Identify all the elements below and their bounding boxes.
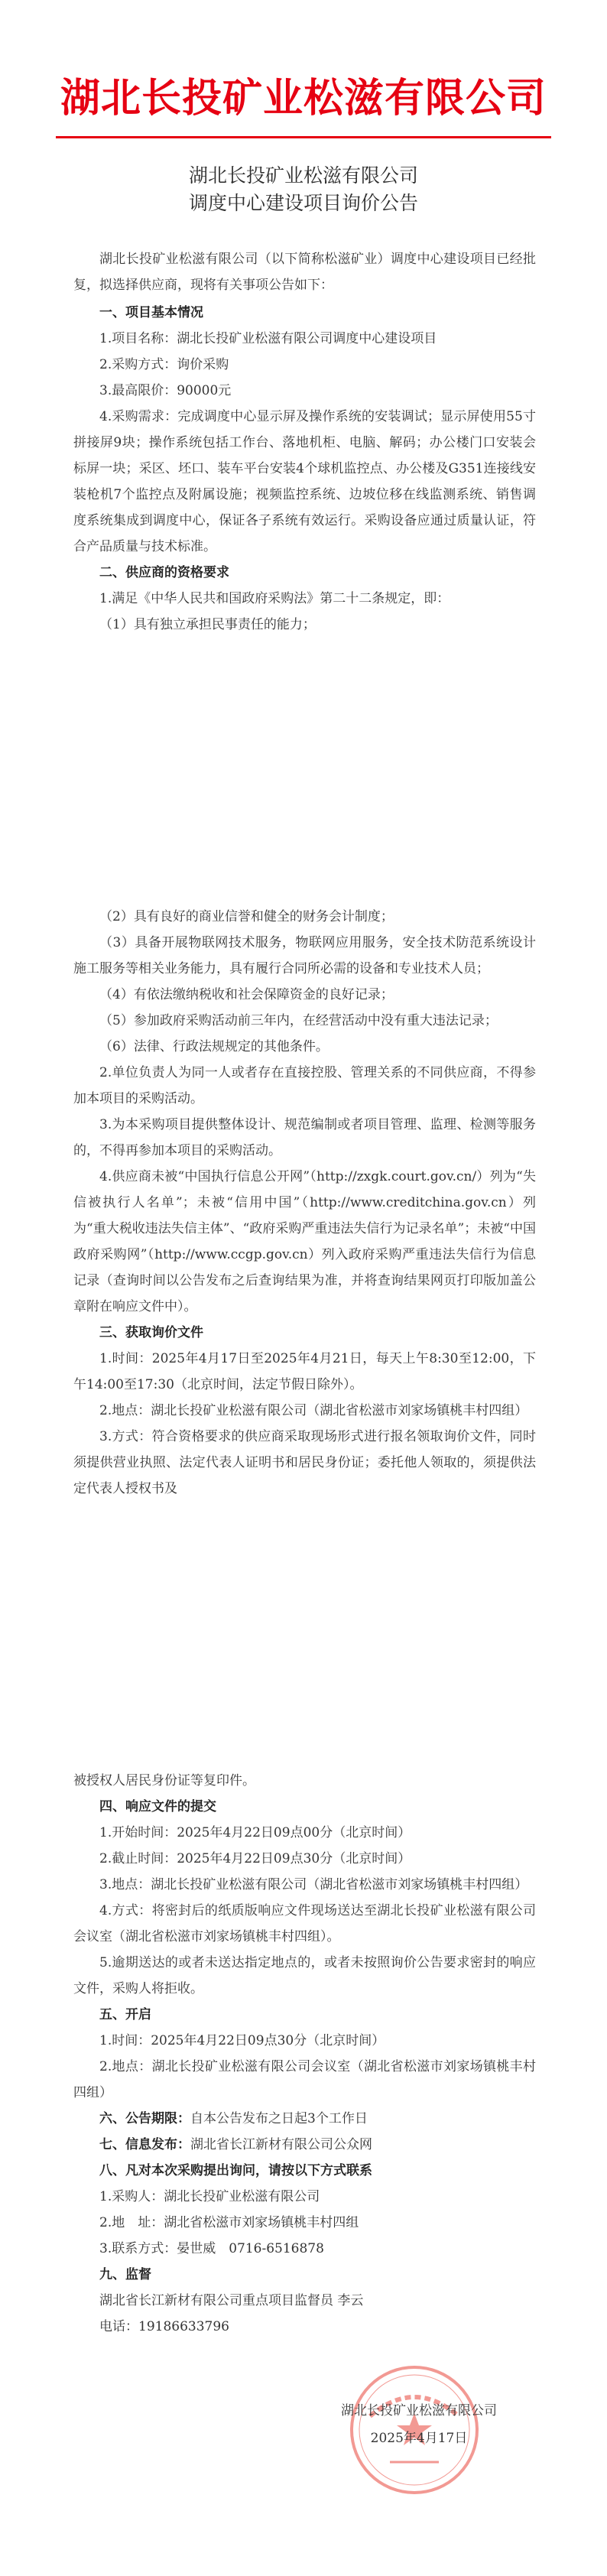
section7-label: 七、信息发布： [99,2137,190,2152]
masthead-title: 湖北长投矿业松滋有限公司 [60,76,547,122]
section4-item: 5.逾期送达的或者未送达指定地点的，或者未按照询价公告要求密封的响应文件，采购人将拒收。 [73,1955,536,1996]
section9-heading: 九、监督 [99,2267,151,2282]
section1-heading: 一、项目基本情况 [99,305,203,320]
section8-item: 1.采购人：湖北长投矿业松滋有限公司 [99,2189,320,2204]
section2-item: 1.满足《中华人民共和国政府采购法》第二十二条规定，即： [99,591,450,606]
section2-subitem: （2）具有良好的商业信誉和健全的财务会计制度； [99,909,394,924]
section4-item: 1.开始时间：2025年4月22日09点00分（北京时间） [99,1825,411,1840]
section2-subitem: （6）法律、行政法规规定的其他条件。 [99,1039,329,1054]
section1-item: 1.项目名称：湖北长投矿业松滋有限公司调度中心建设项目 [99,331,437,346]
section6-line [73,2106,536,2132]
section2-heading: 二、供应商的资格要求 [99,565,229,580]
section2-subitem: （3）具备开展物联网技术服务，物联网应用服务，安全技术防范系统设计施工服务等相关业务能力，具有履行合同所必需的设备和专业技术人员； [73,935,536,976]
section3-item: 3.方式：符合资格要求的供应商采取现场形式进行报名领取询价文件，同时须提供营业执照、法定代表人证明书和居民身份证；委托他人领取的，须提供法定代表人授权书及 [73,1429,536,1496]
section6-text: 自本公告发布之日起3个工作日 [190,2111,368,2126]
section2-subitem: （5）参加政府采购活动前三年内，在经营活动中没有重大违法记录； [99,1013,498,1028]
section3-heading: 三、获取询价文件 [99,1325,203,1340]
section8-heading: 八、凡对本次采购提出询问，请按以下方式联系 [99,2163,372,2178]
signature-date: 2025年4月17日 [370,2431,468,2446]
section2-subitem: （1）具有独立承担民事责任的能力； [99,617,316,632]
section7-line [73,2132,536,2158]
supervisor-phone: 电话：19186633796 [99,2319,229,2334]
document-body [73,246,536,2340]
section8-item: 3.联系方式：晏世威 0716-6516878 [99,2241,324,2256]
section2-subitem: （4）有依法缴纳税收和社会保障资金的良好记录； [99,987,394,1002]
section5-item: 1.时间：2025年4月22日09点30分（北京时间） [99,2033,385,2048]
section6-label: 六、公告期限： [99,2111,190,2126]
blank-gap [73,638,536,904]
supervisor-line: 湖北省长江新材有限公司重点项目监督员 李云 [99,2293,364,2308]
doc-title-line2: 调度中心建设项目询价公告 [188,192,418,214]
section4-item: 4.方式：将密封后的纸质版响应文件现场送达至湖北长投矿业松滋有限公司会议室（湖北省松滋市刘家场镇桃丰村四组）。 [73,1903,536,1944]
section2-item: 2.单位负责人为同一人或者存在直接控股、管理关系的不同供应商，不得参加本项目的采购活动。 [73,1065,536,1106]
section3-item: 2.地点：湖北长投矿业松滋有限公司（湖北省松滋市刘家场镇桃丰村四组） [99,1403,528,1418]
section1-item: 2.采购方式：询价采购 [99,357,229,372]
section4-item: 2.截止时间：2025年4月22日09点30分（北京时间） [99,1851,411,1866]
section5-heading: 五、开启 [99,2007,151,2022]
section1-item: 3.最高限价：90000元 [99,383,232,398]
signature-company: 湖北长投矿业松滋有限公司 [341,2403,497,2418]
section1-item: 4.采购需求：完成调度中心显示屏及操作系统的安装调试；显示屏使用55寸拼接屏9块；操作系统包括工作台、落地机柜、电脑、解码；办公楼门口安装会标屏一块；采区、坯口、装车平台安装4个球机监控点、办公楼及G351连接线安装枪机7个监控点及附属设施；视频监控系统、边坡位移在线监测系统、销售调度系统集成到调度中心，保证各子系统有效运行。采购设备应通过质量认证，符合产品质量与技术标准。 [73,409,536,554]
section3-continuation: 被授权人居民身份证等复印件。 [73,1773,255,1788]
section8-item: 2.地 址：湖北省松滋市刘家场镇桃丰村四组 [99,2215,359,2230]
section7-text: 湖北省长江新材有限公司公众网 [190,2137,372,2152]
section5-item: 2.地点：湖北长投矿业松滋有限公司会议室（湖北省松滋市刘家场镇桃丰村四组） [73,2059,536,2100]
doc-title-line1: 湖北长投矿业松滋有限公司 [188,164,418,187]
section4-heading: 四、响应文件的提交 [99,1799,216,1814]
intro-paragraph: 湖北长投矿业松滋有限公司（以下简称松滋矿业）调度中心建设项目已经批复，拟选择供应商，现将有关事项公告如下： [73,252,536,293]
section3-item: 1.时间：2025年4月17日至2025年4月21日，每天上午8:30至12:00，下午14:00至17:30（北京时间，法定节假日除外）。 [73,1351,536,1392]
section2-item: 3.为本采购项目提供整体设计、规范编制或者项目管理、监理、检测等服务的，不得再参加本项目的采购活动。 [73,1117,536,1158]
section2-item: 4.供应商未被“中国执行信息公开网”（http://zxgk.court.gov.cn/）列为“失信被执行人名单”；未被“信用中国”（http://www.creditchina.gov.cn）列为“重大税收违法失信主体”、“政府采购严重违法失信行为记录名单”；未被“中国政府采购网”（http://www.ccgp.gov.cn）列入政府采购严重违法失信行为信息记录（查询时间以公告发布之后查询结果为准，并将查询结果网页打印版加盖公章附在响应文件中）。 [73,1169,536,1314]
blank-gap [73,1502,536,1768]
section4-item: 3.地点：湖北长投矿业松滋有限公司（湖北省松滋市刘家场镇桃丰村四组） [99,1877,528,1892]
masthead-rule [56,136,551,138]
